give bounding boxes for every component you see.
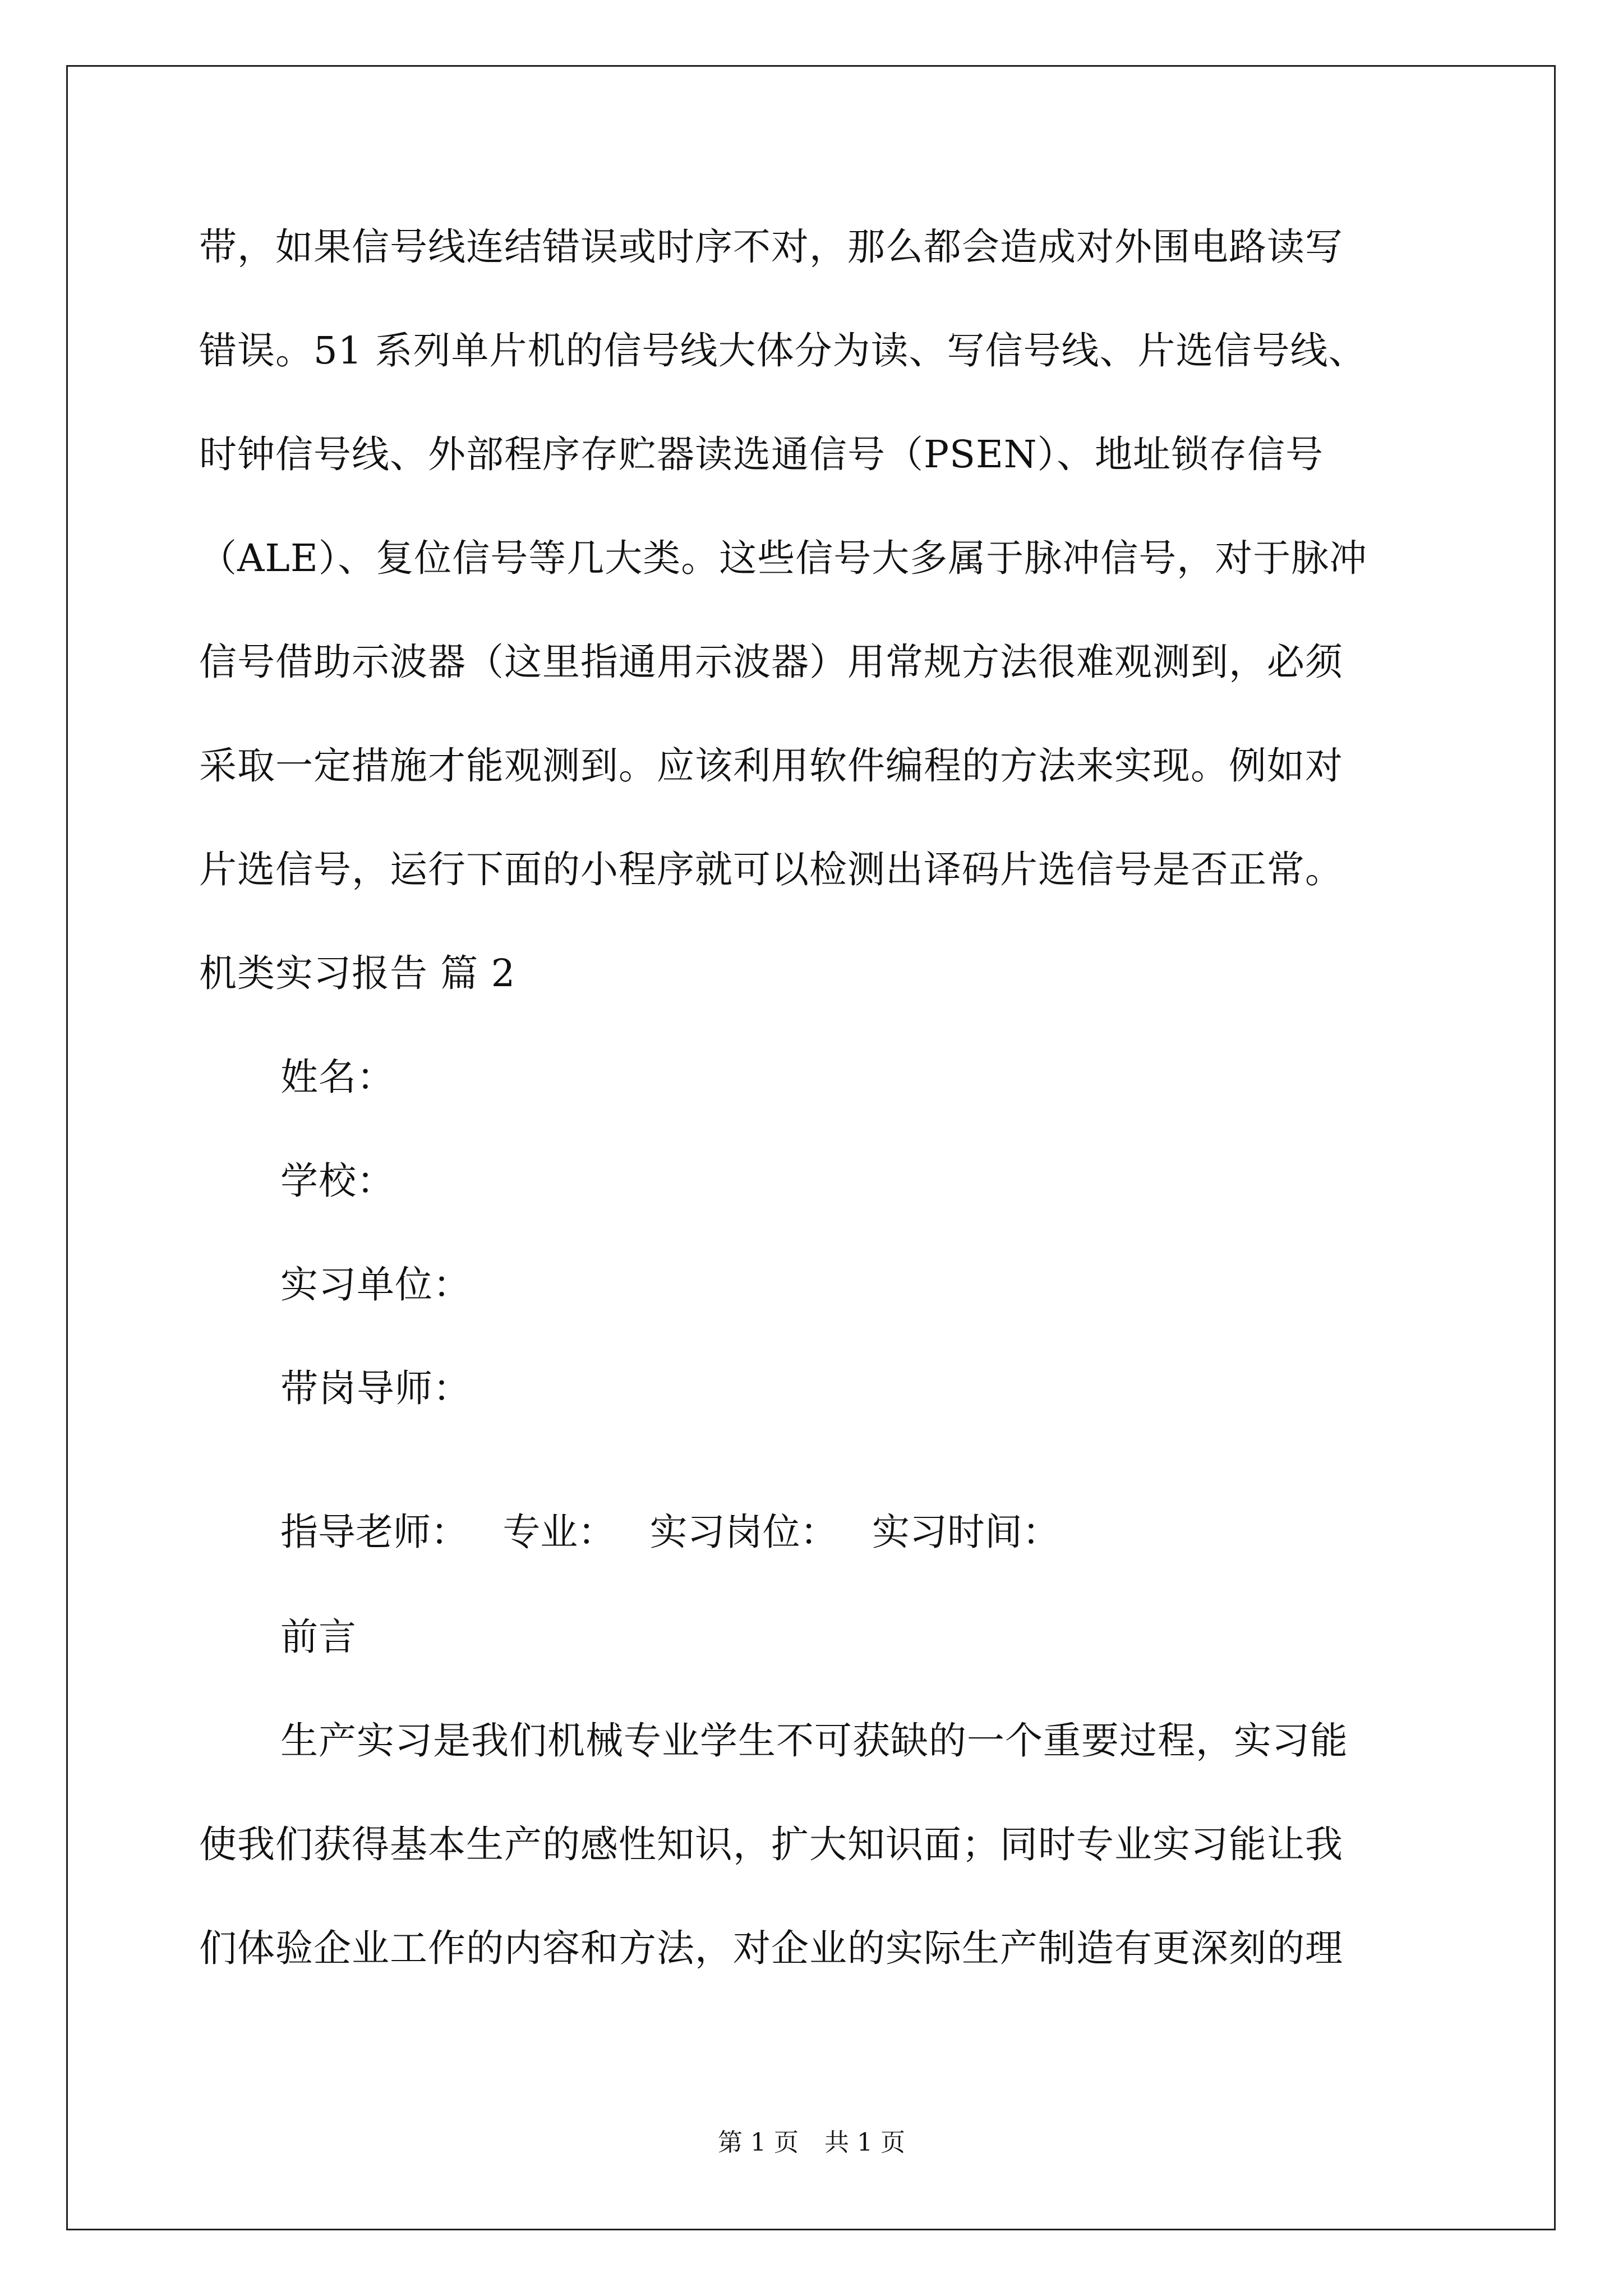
- preface-line: 生产实习是我们机械专业学生不可获缺的一个重要过程，实习能: [280, 1719, 1348, 1763]
- unit-field-label: 实习单位：: [280, 1263, 471, 1306]
- time-field-label: 实习时间：: [872, 1510, 1060, 1554]
- body-line: 信号借助示波器（这里指通用示波器）用常规方法很难观测到，必须: [199, 640, 1343, 684]
- name-field-label: 姓名：: [280, 1055, 395, 1099]
- page-number: 第 1 页: [718, 2128, 799, 2157]
- preface-line: 们体验企业工作的内容和方法，对企业的实际生产制造有更深刻的理: [199, 1926, 1343, 1970]
- advisor-field-label: 指导老师：: [280, 1510, 468, 1554]
- page-total: 共 1 页: [824, 2128, 905, 2157]
- major-field-label: 专业：: [502, 1510, 616, 1554]
- body-line: 采取一定措施才能观测到。应该利用软件编程的方法来实现。例如对: [199, 744, 1343, 788]
- school-field-label: 学校：: [280, 1159, 395, 1203]
- position-field-label: 实习岗位：: [649, 1510, 838, 1554]
- body-line: （ALE）、复位信号等几大类。这些信号大多属于脉冲信号，对于脉冲: [199, 536, 1368, 580]
- section-heading: 机类实习报告 篇 2: [199, 951, 516, 995]
- body-line: 片选信号，运行下面的小程序就可以检测出译码片选信号是否正常。: [199, 848, 1343, 891]
- body-line: 时钟信号线、外部程序存贮器读选通信号（PSEN）、地址锁存信号: [199, 432, 1324, 476]
- mentor-field-label: 带岗导师：: [280, 1366, 471, 1410]
- body-line: 错误。51 系列单片机的信号线大体分为读、写信号线、片选信号线、: [199, 329, 1367, 372]
- preface-line: 使我们获得基本生产的感性知识，扩大知识面；同时专业实习能让我: [199, 1823, 1343, 1866]
- page-footer: [0, 2126, 1623, 2160]
- field-row: [280, 1507, 1082, 1557]
- preface-heading: 前言: [280, 1615, 357, 1659]
- page-border: [66, 65, 1556, 2230]
- body-line: 带，如果信号线连结错误或时序不对，那么都会造成对外围电路读写: [199, 225, 1343, 269]
